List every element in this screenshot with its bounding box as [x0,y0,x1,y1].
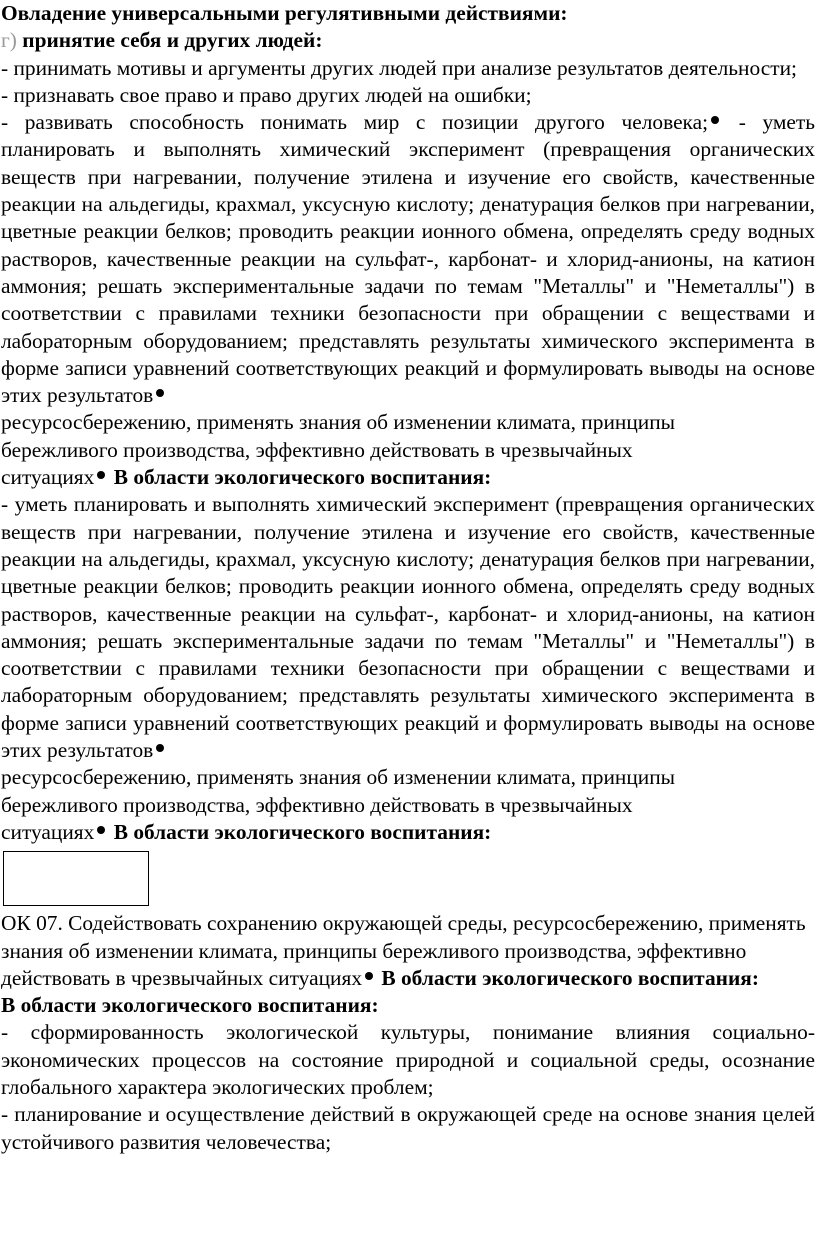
ok07-paragraph [1,910,815,992]
eco-heading-inline: В области экологического воспитания: [113,465,492,490]
bullet-icon [365,972,373,980]
resource-paragraph [1,409,815,491]
list-item: - сформированность экологической культуры, понимание влияния социально-экономических процессов на состояние природной и социальной среды, осознание глобального характера экологических проблем; [1,1020,815,1099]
section-heading: Овладение универсальными регулятивными действиями: [1,1,568,25]
subheading-title: принятие себя и других людей: [22,28,323,53]
bullet-icon [97,826,105,834]
experiment-paragraph-repeat [1,491,815,764]
ok07-bold-tail: В области экологического воспитания: [381,965,759,990]
bullet-icon [156,744,164,752]
resource-line: бережливого производства, эффективно действовать в чрезвычайных [1,437,633,462]
subheading-prefix: г) [1,28,17,53]
list-item: - планирование и осуществление действий в окружающей среде на основе знания целей устойчивого развития человечества; [1,1102,815,1154]
list-item-text: - развивать способность понимать мир с позиции другого человека; [1,110,709,135]
bullet-icon [156,389,164,397]
experiment-paragraph: - уметь планировать и выполнять химический эксперимент (превращения органических веществ при нагревании, получение этилена и изучение его свойств, качественные реакции на альдегиды, крахмал, уксусную кислоту; денатурация белков при нагревании, цветные реакции белков; проводить реакции ионного обмена, определять среду водных растворов, качественные реакции на сульфат-, карбонат- и хлорид-анионы, на катион аммония; решать экспериментальные задачи по темам "Металлы" и "Неметаллы") в соответствии с правилами техники безопасности при обращении с веществами и лабораторным оборудованием; представлять результаты химического эксперимента в форме записи уравнений соответствующих реакций и формулировать выводы на основе этих результатов [1,110,815,408]
resource-paragraph-repeat [1,764,815,846]
list-item: - принимать мотивы и аргументы других людей при анализе результатов деятельности; [1,55,797,80]
list-item [1,109,815,409]
resource-line: ресурсосбережению, применять знания об изменении климата, принципы [1,410,676,435]
experiment-paragraph: - уметь планировать и выполнять химический эксперимент (превращения органических веществ при нагревании, получение этилена и изучение его свойств, качественные реакции на альдегиды, крахмал, уксусную кислоту; денатурация белков при нагревании, цветные реакции белков; проводить реакции ионного обмена, определять среду водных растворов, качественные реакции на сульфат-, карбонат- и хлорид-анионы, на катион аммония; решать экспериментальные задачи по темам "Металлы" и "Неметаллы") в соответствии с правилами техники безопасности при обращении с веществами и лабораторным оборудованием; представлять результаты химического эксперимента в форме записи уравнений соответствующих реакций и формулировать выводы на основе этих результатов [1,492,815,763]
resource-line: ситуациях [1,465,95,490]
eco-section-title: В области экологического воспитания: [1,993,379,1018]
eco-heading-inline: В области экологического воспитания: [113,819,492,844]
list-item: - признавать свое право и право других людей на ошибки; [1,82,532,107]
bullet-icon [97,471,105,479]
resource-line: ресурсосбережению, применять знания об изменении климата, принципы [1,765,676,790]
resource-line: ситуациях [1,819,95,844]
ok07-text: ОК 07. Содействовать сохранению окружающей среды, ресурсосбережению, применять знания об изменении климата, принципы бережливого производства, эффективно действовать в чрезвычайных ситуациях [1,911,806,990]
subheading [1,27,815,54]
bullet-icon [711,116,719,124]
empty-table-cell [3,851,149,906]
resource-line: бережливого производства, эффективно действовать в чрезвычайных [1,792,633,817]
